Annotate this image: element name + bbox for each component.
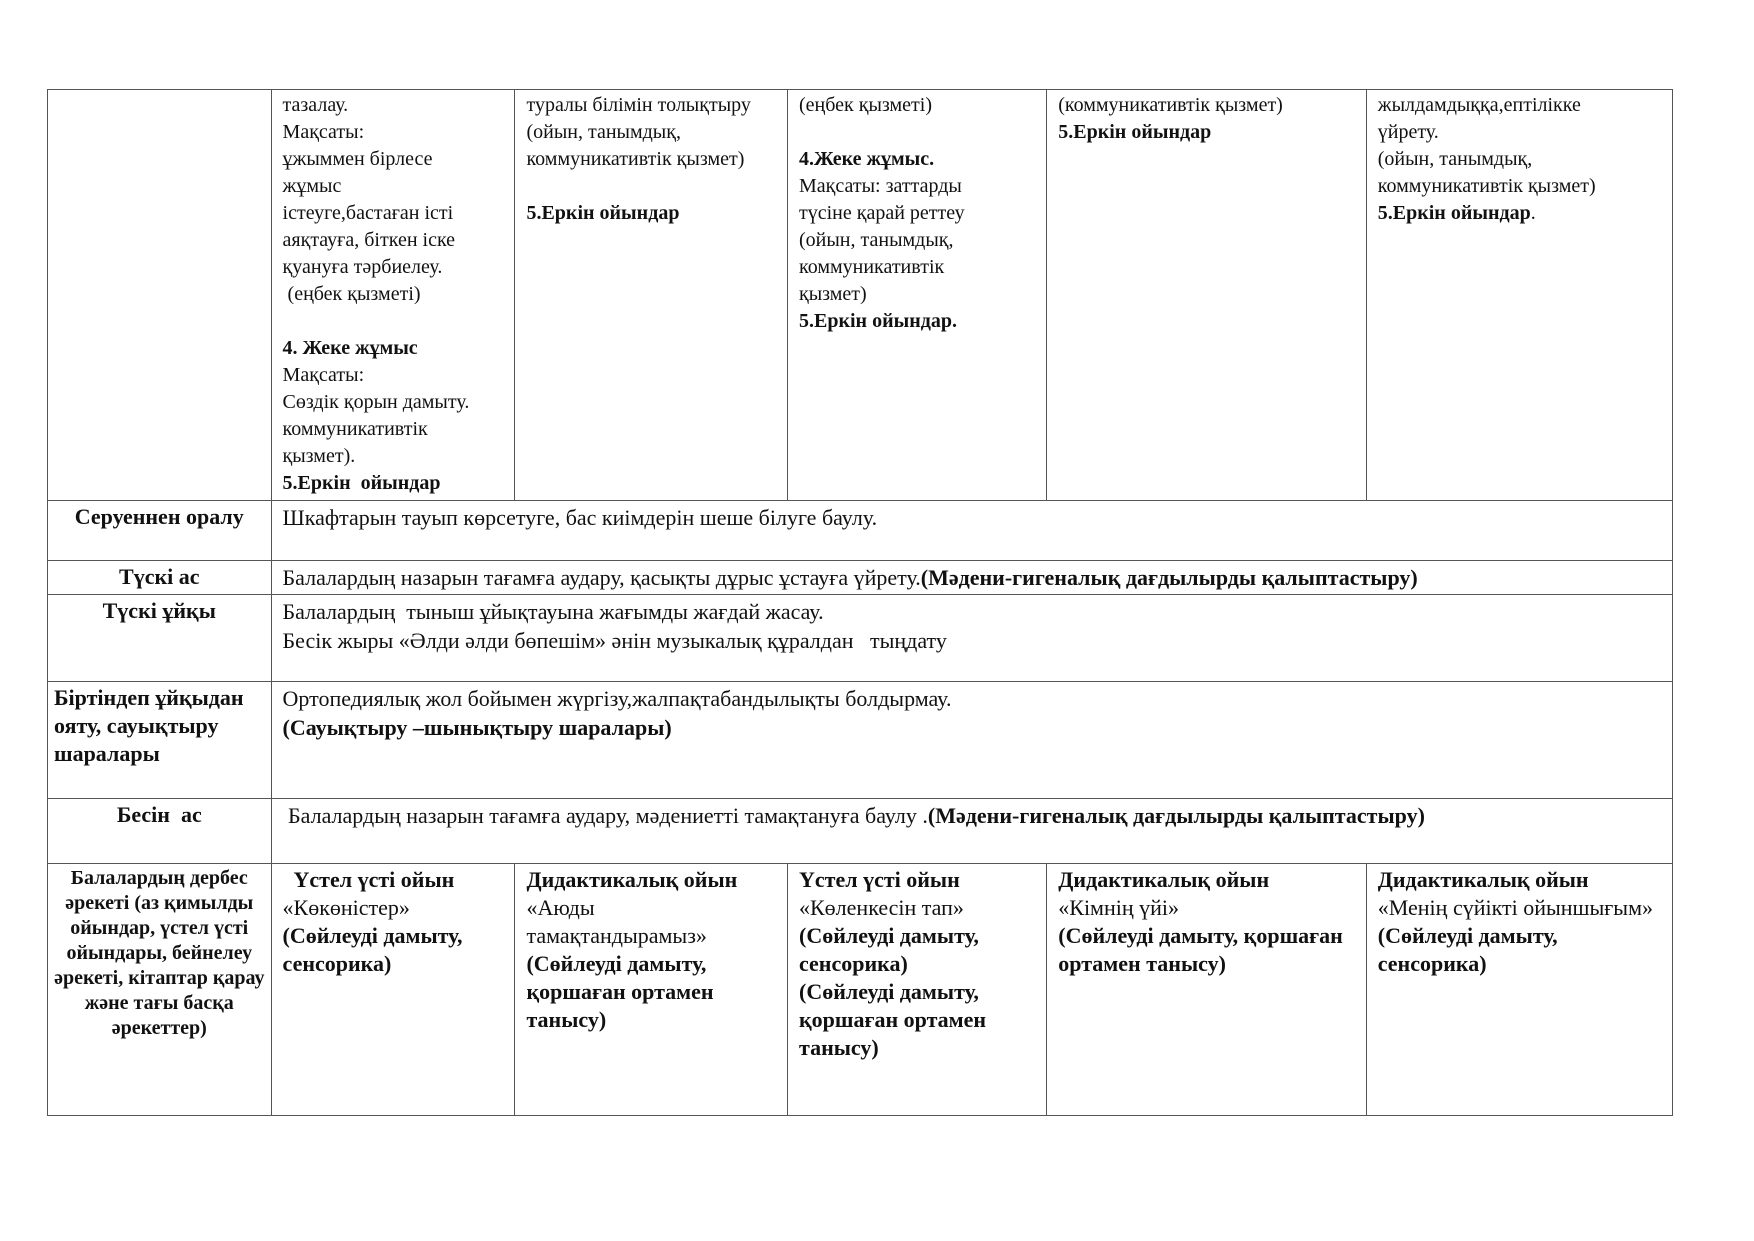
game-goal: (Сөйлеуді дамыту, қоршаған ортамен танысу)	[799, 979, 987, 1060]
game-type: Үстел үсті ойын	[799, 867, 960, 892]
game-cell-4	[1047, 864, 1366, 1116]
content-line: Балалардың тыныш ұйықтауына жағымды жағдай жасау.	[282, 599, 824, 624]
trailing-period: .	[1530, 202, 1536, 224]
content-text: Балалардың назарын тағамға аудару, қасықты дұрыс ұстауға үйрету.	[282, 565, 921, 590]
spacer	[526, 173, 779, 200]
game-goal: (Сөйлеуді дамыту, қоршаған ортамен танысу)	[526, 951, 714, 1032]
row-label: Түскі ұйқы	[48, 595, 272, 682]
free-games-heading: 5.Еркін ойындар	[526, 202, 680, 224]
text-line: коммуникативтік	[282, 418, 428, 440]
game-goal: (Сөйлеуді дамыту, сенсорика)	[799, 923, 979, 976]
game-name: «Көкөністер»	[282, 895, 410, 920]
text-line: аяқтауға, біткен іске	[282, 229, 456, 251]
text-line: Мақсаты:	[282, 364, 365, 386]
game-goal: (Сөйлеуді дамыту, сенсорика)	[282, 923, 463, 976]
independent-activity-row	[48, 864, 1673, 1116]
row-label: Балалардың дербес әрекеті (аз қимылды ойындар, үстел үсті ойындары, бейнелеу әрекеті, кітаптар қарау және тағы басқа әрекеттер)	[48, 864, 272, 1116]
text-line: коммуникативтік	[799, 256, 945, 278]
game-cell-3	[788, 864, 1047, 1116]
row-label: Түскі ас	[48, 561, 272, 595]
game-type: Үстел үсті ойын	[282, 867, 455, 892]
content-line: Ортопедиялық жол бойымен жүргізу,жалпақтабандылықты болдырмау.	[282, 686, 952, 711]
game-goal: (Сөйлеуді дамыту, қоршаған ортамен танысу)	[1058, 923, 1343, 976]
individual-work-heading: 4. Жеке жұмыс	[282, 337, 418, 359]
activity-cell-2	[515, 90, 788, 501]
text-line: (ойын, танымдық,	[1377, 148, 1533, 170]
row-content	[271, 682, 1672, 799]
text-line: (еңбек қызметі)	[282, 283, 421, 305]
text-line: (ойын, танымдық,	[526, 121, 681, 143]
row-content	[271, 799, 1672, 864]
game-name: «Көленкесін тап»	[799, 895, 964, 920]
free-games-heading: 5.Еркін ойындар.	[799, 310, 957, 332]
text-line: Мақсаты:	[282, 121, 365, 143]
game-cell-2	[515, 864, 788, 1116]
content-bold-note: (Мәдени-гигеналық дағдылырды қалыптастыру)	[927, 803, 1425, 828]
text-line: коммуникативтік қызмет)	[526, 148, 745, 170]
game-cell-5	[1366, 864, 1672, 1116]
text-line: жылдамдыққа,ептілікке	[1377, 94, 1581, 116]
activity-cell-4	[1047, 90, 1366, 501]
text-line: түсіне қарай реттеу	[799, 202, 965, 224]
free-games-heading: 5.Еркін ойындар	[1058, 121, 1212, 143]
activity-cell-1	[271, 90, 515, 501]
text-line: қызмет)	[799, 283, 867, 305]
text-line: (ойын, танымдық,	[799, 229, 954, 251]
spacer	[283, 308, 507, 335]
free-games-heading: 5.Еркін ойындар	[1377, 202, 1531, 224]
text-line: туралы білімін толықтыру	[526, 94, 751, 116]
content-line: Бесік жыры «Әлди әлди бөпешім» әнін музыкалық құралдан тыңдату	[282, 628, 947, 653]
daily-plan-table	[47, 89, 1673, 1116]
wake-up-row	[48, 682, 1673, 799]
afternoon-snack-row	[48, 799, 1673, 864]
text-line: қуануға тәрбиелеу.	[282, 256, 443, 278]
game-type: Дидактикалық ойын	[1377, 867, 1589, 892]
text-line: жұмыс	[282, 175, 342, 197]
row-content	[271, 595, 1672, 682]
row-label-empty	[48, 90, 272, 501]
text-line: Мақсаты: заттарды	[799, 175, 962, 197]
activities-row	[48, 90, 1673, 501]
text-line: Сөздік қорын дамыту.	[282, 391, 470, 413]
activity-cell-3	[788, 90, 1047, 501]
text-line: (коммуникативтік қызмет)	[1058, 94, 1283, 116]
content-bold-note: (Сауықтыру –шынықтыру шаралары)	[282, 715, 672, 740]
spacer	[799, 119, 1038, 146]
text-line: қызмет).	[282, 445, 356, 467]
game-cell-1	[271, 864, 515, 1116]
row-label: Бесін ас	[48, 799, 272, 864]
game-type: Дидактикалық ойын	[1058, 867, 1270, 892]
return-from-walk-row	[48, 501, 1673, 561]
nap-row	[48, 595, 1673, 682]
text-line: істеуге,бастаған істі	[282, 202, 454, 224]
content-bold-note: (Мәдени-гигеналық дағдылырды қалыптастыру)	[920, 565, 1418, 590]
game-name: «Менің сүйікті ойыншығым»	[1377, 895, 1653, 920]
game-goal: (Сөйлеуді дамыту, сенсорика)	[1377, 923, 1558, 976]
game-type: Дидактикалық ойын	[526, 867, 738, 892]
free-games-heading: 5.Еркін ойындар	[282, 472, 441, 494]
row-label: Біртіндеп ұйқыдан ояту, сауықтыру шаралары	[48, 682, 272, 799]
game-name: «Аюды тамақтандырамыз»	[526, 895, 707, 948]
schedule-sheet	[47, 89, 1673, 1116]
text-line: тазалау.	[282, 94, 349, 116]
activity-cell-5	[1366, 90, 1672, 501]
free-games-line	[1378, 200, 1664, 227]
individual-work-heading: 4.Жеке жұмыс.	[799, 148, 935, 170]
row-content: Шкафтарын тауып көрсетуге, бас киімдерін шеше білуге баулу.	[271, 501, 1672, 561]
lunch-row	[48, 561, 1673, 595]
text-line: (еңбек қызметі)	[799, 94, 933, 116]
text-line: ұжыммен бірлесе	[282, 148, 433, 170]
game-name: «Кімнің үйі»	[1058, 895, 1180, 920]
text-line: үйрету.	[1377, 121, 1439, 143]
content-text: Балалардың назарын тағамға аудару, мәдениетті тамақтануға баулу .	[282, 803, 928, 828]
text-line: коммуникативтік қызмет)	[1377, 175, 1596, 197]
row-label: Серуеннен оралу	[48, 501, 272, 561]
row-content	[271, 561, 1672, 595]
